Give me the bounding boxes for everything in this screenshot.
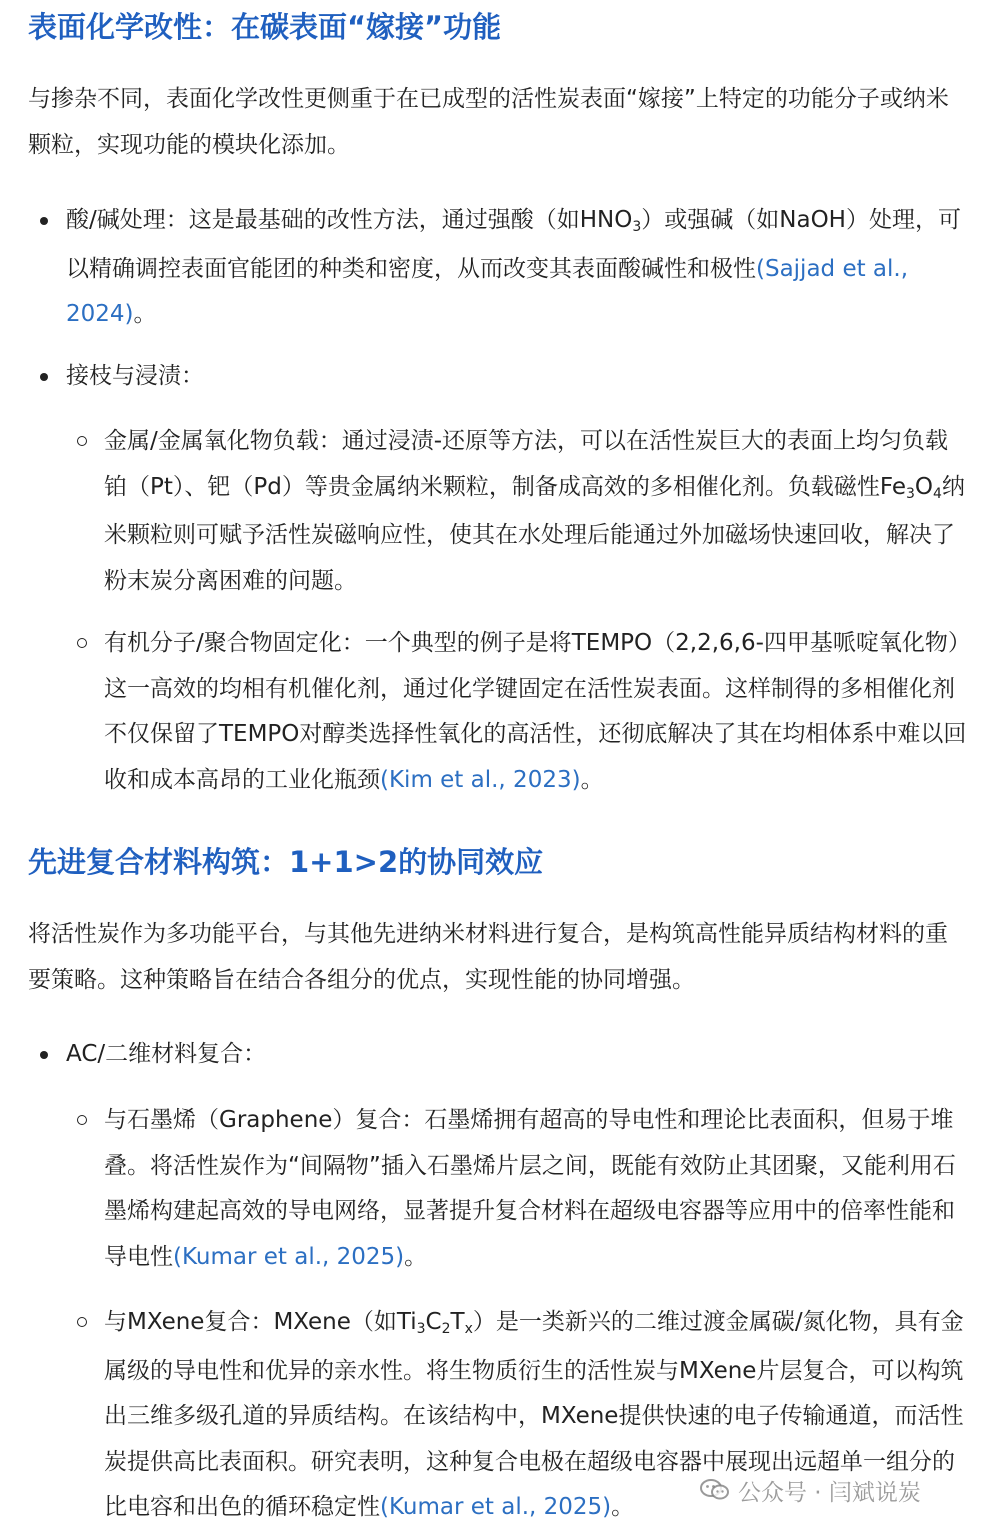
section-heading-surface-modification: 表面化学改性：在碳表面“嫁接”功能 [28,10,502,44]
section-intro-composites: 将活性炭作为多功能平台，与其他先进纳米材料进行复合，是构筑高性能异质结构材料的重要策略。这种策略旨在结合各组分的优点，实现性能的协同增强。 [28,921,948,993]
watermark [700,1470,921,1510]
section-intro-surface-modification: 与掺杂不同，表面化学改性更侧重于在已成型的活性炭表面“嫁接”上特定的功能分子或纳米颗粒，实现功能的模块化添加。 [28,86,949,158]
sublist-item-graphene: 与石墨烯（Graphene）复合：石墨烯拥有超高的导电性和理论比表面积，但易于堆叠。将活性炭作为“间隔物”插入石墨烯片层之间，既能有效防止其团聚，又能利用石墨烯构建起高效的导电网络，显著提升复合材料在超级电容器等应用中的倍率性能和导电性(Kumar et al., 2025)。 [104,1098,968,1280]
sublist-item-mxene: 与MXene复合：MXene（如$Ti_3C_2T_x$）是一类新兴的二维过渡金属碳/氮化物，具有金属级的导电性和优异的亲水性。将生物质衍生的活性炭与MXene片层复合，可以构筑出三维多级孔道的异质结构。在该结构中，MXene提供快速的电子传输通道，而活性炭提供高比表面积。研究表明，这种复合电极在超级电容器中展现出远超单一组分的比电容和出色的循环稳定性(Kumar et al., 2025)。 [104,1300,968,1528]
section-heading-composites: 先进复合材料构筑：1+1>2的协同效应 [28,845,544,879]
sublist-item-organic-immobilization: 有机分子/聚合物固定化：一个典型的例子是将TEMPO（2,2,6,6-四甲基哌啶氧化物）这一高效的均相有机催化剂，通过化学键固定在活性炭表面。这样制得的多相催化剂不仅保留了TEMPO对醇类选择性氧化的高活性，还彻底解决了其在均相体系中难以回收和成本高昂的工业化瓶颈(Kim et al., 2023)。 [104,621,968,803]
sublist-item-metal-loading: 金属/金属氧化物负载：通过浸渍-还原等方法，可以在活性炭巨大的表面上均匀负载铂（Pt）、钯（Pd）等贵金属纳米颗粒，制备成高效的多相催化剂。负载磁性$Fe_3O_4$纳米颗粒则可赋予活性炭磁响应性，使其在水处理后能通过外加磁场快速回收，解决了粉末炭分离困难的问题。 [104,419,968,604]
list-item-grafting: 接枝与浸渍： [66,354,968,400]
citation-link[interactable]: (Kumar et al., 2025) [380,1494,612,1520]
citation-link[interactable]: (Kumar et al., 2025) [173,1243,405,1270]
list-item-acid-base: 酸/碱处理：这是最基础的改性方法，通过强酸（如$HNO_3$）或强碱（如NaOH）处理，可以精确调控表面官能团的种类和密度，从而改变其表面酸碱性和极性(Sajjad et al., 2024)。 [66,198,968,338]
list-item-ac-2d: AC/二维材料复合： [66,1032,968,1078]
watermark-text: 公众号 · 闫斌说炭 [738,1479,921,1506]
citation-link[interactable]: (Kim et al., 2023) [380,766,581,793]
citation-link[interactable]: (Sajjad et al., 2024) [66,255,909,327]
wechat-icon [700,1478,730,1502]
